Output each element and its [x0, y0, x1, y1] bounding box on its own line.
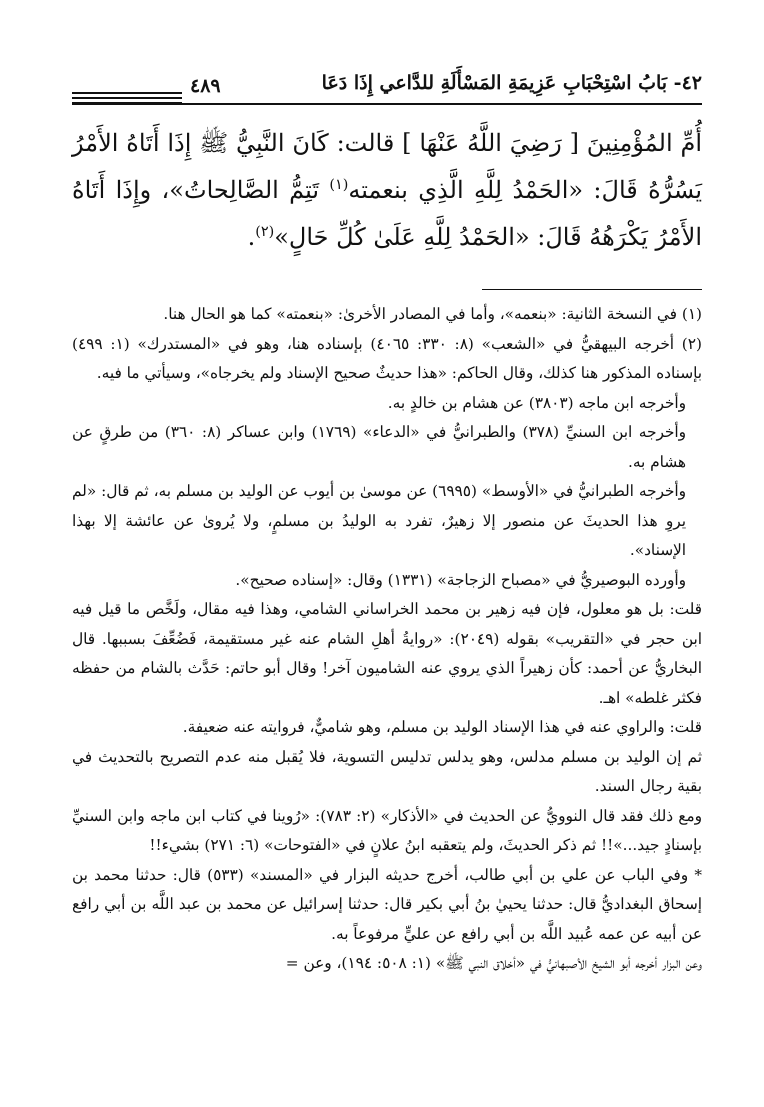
- hadith-text-part2: تَتِمُّ الصَّالِحاتُ»، وإِذَا أَتَاهُ الأَمْرُ يَكْرَهُهُ قَالَ: «الحَمْدُ لِلَّهِ عَلَىٰ كُلِّ حَالٍ»: [72, 176, 702, 251]
- hadith-text-part3: .: [247, 223, 256, 251]
- footnote-paragraph: وأخرجه ابن السنيِّ (٣٧٨) والطبرانيُّ في «الدعاء» (١٧٦٩) وابن عساكر (٨: ٣٦٠) من طرقٍ عن هشام به.: [72, 423, 686, 471]
- main-text: [72, 120, 702, 261]
- footnote-paragraph: وعن البزار أخرجه أبو الشيخ الأصبهانيُّ في «أخلاق النبي ﷺ» (١: ٥٠٨: ١٩٤)، وعن =: [285, 954, 702, 972]
- header-rule: [72, 103, 702, 105]
- footnote-paragraph: ثم إن الوليد بن مسلم مدلس، وهو يدلس تدليس التسوية، فلا يُقبل منه عدم التصريح بالتحديث في بقية رجال السند.: [72, 747, 702, 795]
- footnote-2: (٢) أخرجه البيهقيُّ في «الشعب» (٨: ٣٣٠: ٤٠٦٥) بإسناده هنا، وهو في «المستدرك» (١: ٤٩٩) بإسناده المذكور هنا كذلك، وقال الحاكم: «هذا حديثٌ صحيح الإسناد ولم يخرجاه»، وسيأتي ما فيه.: [72, 334, 702, 382]
- footnote-ref-1: (١): [329, 177, 349, 193]
- footnote-paragraph: * وفي الباب عن علي بن أبي طالب، أخرج حديثه البزار في «المسند» (٥٣٣) قال: حدثنا محمد بن إسحاق البغداديُّ قال: حدثنا يحييٰ بنُ أبي بكير قال: حدثنا إسرائيل عن محمد بن عبد اللَّه بن أبي رافع عن أبيه عن عمه عُبيد اللَّه بن أبي رافع عن عليٍّ مرفوعاً به.: [72, 865, 702, 943]
- chapter-title: ٤٢- بَابُ اسْتِحْبَابِ عَزِيمَةِ المَسْأَلَةِ للدَّاعي إِذَا دَعَا: [321, 72, 702, 94]
- footnote-ref-2: (٢): [255, 224, 275, 240]
- page-number: ٤٨٩: [190, 75, 221, 97]
- footnote-paragraph: وأورده البوصيريُّ في «مصباح الزجاجة» (١٣٣١) وقال: «إسناده صحيح».: [235, 570, 686, 589]
- footnote-divider: [482, 289, 702, 290]
- footnote-1: (١) في النسخة الثانية: «بنعمه»، وأما في المصادر الأخرىٰ: «بنعمته» كما هو الحال هنا.: [163, 305, 702, 323]
- footnote-paragraph: قلت: بل هو معلول، فإن فيه زهير بن محمد الخراساني الشامي، وهذا فيه مقال، ولَخَّص ما قيل فيه ابن حجر في «التقريب» بقوله (٢٠٤٩): «روايةُ أهلِ الشام عنه غير مستقيمة، فَضُعِّفَ بسببها. قال البخاريُّ عن أحمد: كأن زهيراً الذي يروي عنه الشاميون آخر! وقال أبو حاتم: حَدَّث بالشام من حفظه فكثر غلطه» اهـ.: [72, 600, 702, 707]
- footnotes: [72, 300, 702, 979]
- footnote-paragraph: وأخرجه الطبرانيُّ في «الأوسط» (٦٩٩٥) عن موسىٰ بن أيوب عن الوليد بن مسلم به، ثم قال: «لم يروِ هذا الحديثَ عن منصور إلا زهيرٌ، تفرد به الوليدُ بن مسلمٍ، ولا يُروىٰ عن عائشة إلا بهذا الإسناد».: [72, 482, 687, 559]
- footnote-paragraph: وأخرجه ابن ماجه (٣٨٠٣) عن هشام بن خالدٍ به.: [387, 393, 686, 412]
- footnote-paragraph: قلت: والراوي عنه في هذا الإسناد الوليد بن مسلم، وهو شاميٌّ، فروايته عنه ضعيفة.: [182, 718, 702, 736]
- footnote-paragraph: ومع ذلك فقد قال النوويُّ عن الحديث في «الأذكار» (٢: ٧٨٣): «رُوينا في كتاب ابن ماجه وابن السنيِّ بإسنادٍ جيد...»!! ثم ذكر الحديثَ، ولم يتعقبه ابنُ علانٍ في «الفتوحات» (٦: ٢٧١) بشيء!!: [72, 806, 702, 854]
- page-header: [72, 72, 702, 102]
- hadith-text-part1: أُمِّ المُؤْمِنِينَ [ رَضِيَ اللَّهُ عَنْهَا ] قالت: كَانَ النَّبِيُّ ﷺ إِذَا أَتَاهُ الأَمْرُ يَسُرُّهُ قَالَ: «الحَمْدُ لِلَّهِ الَّذِي بنعمته: [72, 129, 702, 204]
- hadith-text: [72, 120, 702, 261]
